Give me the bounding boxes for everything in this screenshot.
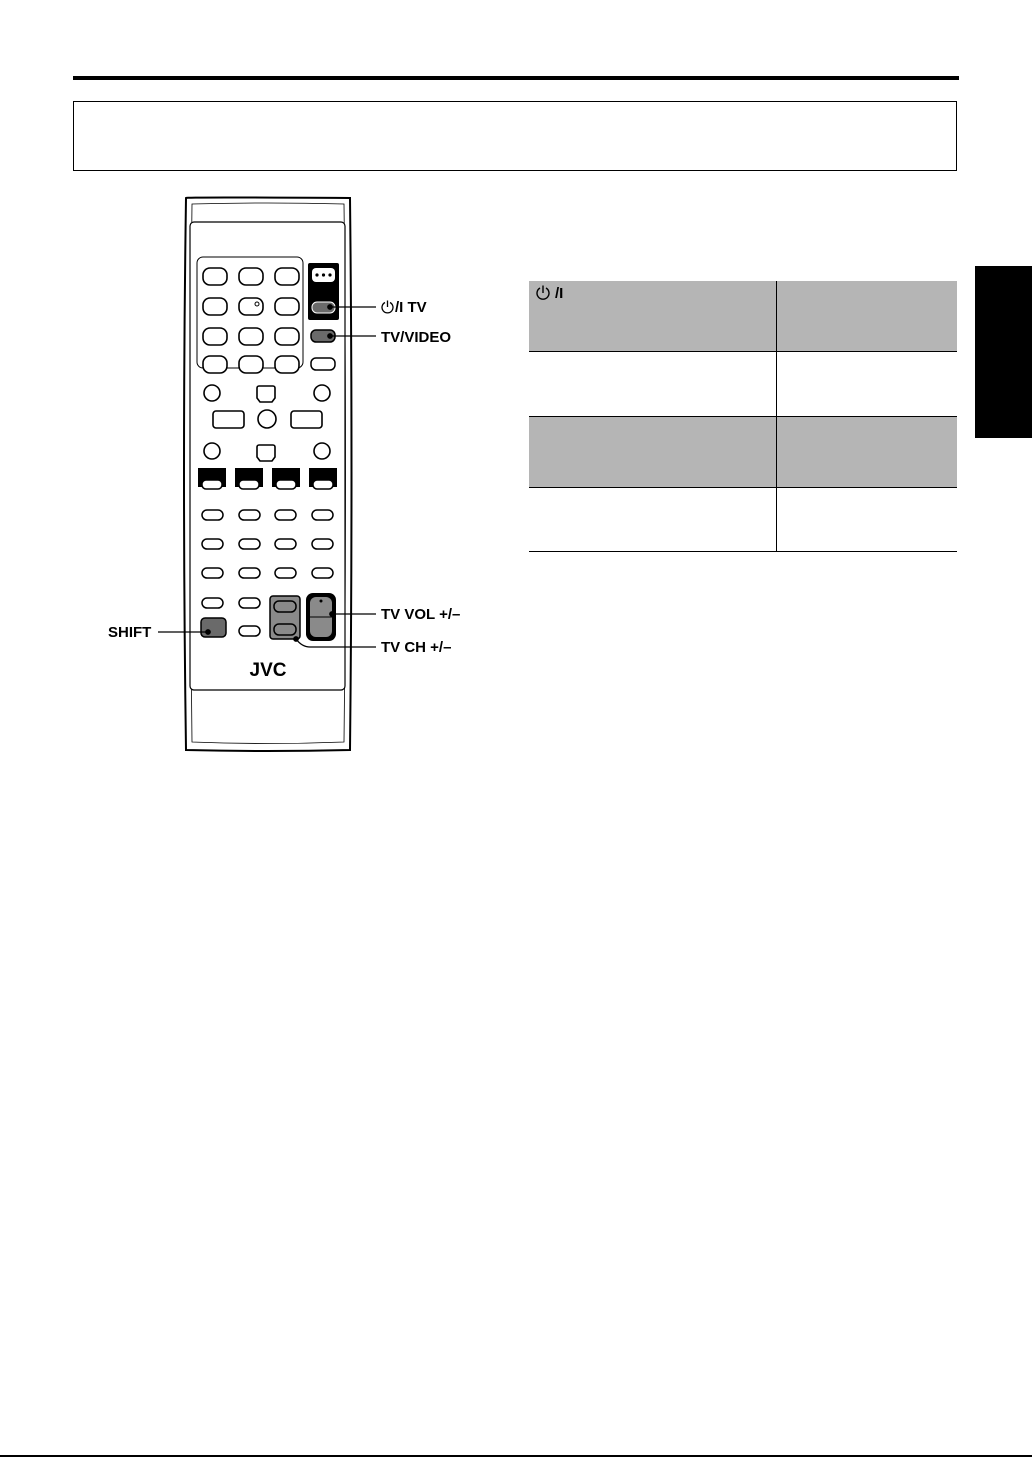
table-row xyxy=(529,417,957,488)
table-cell xyxy=(529,417,777,488)
table-cell xyxy=(529,281,777,352)
tv-function-table xyxy=(529,281,957,552)
table-row xyxy=(529,488,957,552)
svg-text:/I TV: /I TV xyxy=(395,299,427,316)
side-tab xyxy=(975,266,1032,438)
callout-tv-power xyxy=(382,299,427,316)
callout-tv-vol: TV VOL +/– xyxy=(381,606,461,623)
table-cell xyxy=(777,488,958,552)
table-cell xyxy=(777,352,958,417)
callout-tv-video: TV/VIDEO xyxy=(381,329,452,346)
table-cell xyxy=(529,352,777,417)
jvc-logo: JVC xyxy=(249,660,287,681)
title-box xyxy=(73,101,957,171)
table-row xyxy=(529,352,957,417)
callout-tv-ch: TV CH +/– xyxy=(381,639,452,656)
table-row xyxy=(529,281,957,352)
table-cell xyxy=(777,281,958,352)
remote-control-illustration xyxy=(100,190,490,760)
shift-button xyxy=(201,618,226,637)
table-cell xyxy=(777,417,958,488)
callout-shift: SHIFT xyxy=(108,624,152,641)
power-label: /I xyxy=(555,285,564,302)
table-cell xyxy=(529,488,777,552)
power-standby-icon xyxy=(535,285,555,301)
bottom-rule xyxy=(0,1455,1032,1457)
top-rule xyxy=(73,76,959,80)
